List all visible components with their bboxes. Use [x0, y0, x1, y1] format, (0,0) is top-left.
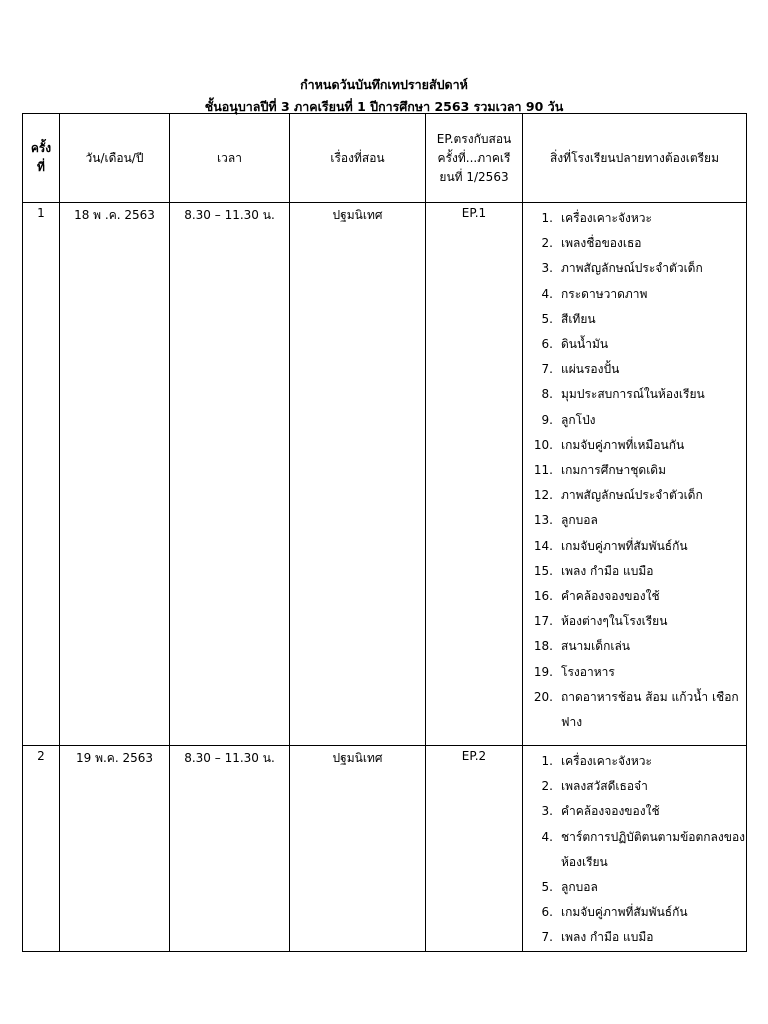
list-item-text: สนามเด็กเล่น [561, 639, 630, 654]
header-time: เวลา [170, 114, 290, 203]
list-item-text: แผ่นรองปั้น [561, 362, 620, 377]
list-item [529, 408, 746, 433]
row-ep: EP.1 [426, 203, 523, 746]
list-item-number: 16. [533, 589, 553, 604]
title-line-1: กำหนดวันบันทึกเทปรายสัปดาห์ [300, 77, 468, 92]
list-item [529, 925, 746, 950]
document-title [0, 74, 768, 118]
list-item-number: 14. [533, 538, 553, 553]
list-item-number: 7. [541, 362, 553, 377]
list-item-number: 20. [533, 689, 553, 704]
list-item-text: เกมจับคู่ภาพที่สัมพันธ์กัน [561, 905, 688, 920]
row-time: 8.30 – 11.30 น. [170, 203, 290, 746]
list-item [529, 483, 746, 508]
list-item [529, 307, 746, 332]
list-item-text: เพลงชื่อของเธอ [561, 236, 642, 251]
list-item [529, 749, 746, 774]
list-item-number: 6. [541, 905, 553, 920]
list-item [529, 206, 746, 231]
table-row [23, 746, 747, 952]
list-item-number: 6. [541, 337, 553, 352]
row-topic: ปฐมนิเทศ [290, 746, 426, 952]
list-item-text: เกมการศึกษาชุดเดิม [561, 463, 666, 478]
list-item-text: เพลงสวัสดีเธอจ๋า [561, 779, 648, 794]
list-item-number: 17. [533, 614, 553, 629]
header-topic: เรื่องที่สอน [290, 114, 426, 203]
row-date: 19 พ.ค. 2563 [60, 746, 170, 952]
list-item-number: 5. [541, 880, 553, 895]
list-item-number: 1. [541, 754, 553, 768]
list-item [529, 282, 746, 307]
list-item [529, 634, 746, 659]
list-item-text: ลูกโป่ง [561, 412, 596, 427]
list-item-text: คำคล้องจองของใช้ [561, 804, 660, 819]
list-item-text: ภาพสัญลักษณ์ประจำตัวเด็ก [561, 261, 703, 276]
schedule-table [22, 113, 747, 952]
list-item-number: 19. [533, 664, 553, 679]
list-item-text: ภาพสัญลักษณ์ประจำตัวเด็ก [561, 488, 703, 503]
list-item [529, 534, 746, 559]
list-item-text: คำคล้องจองของใช้ [561, 589, 660, 604]
list-item [529, 559, 746, 584]
list-item-text: เกมจับคู่ภาพที่สัมพันธ์กัน [561, 538, 688, 553]
list-item-number: 18. [533, 639, 553, 654]
list-item-number: 8. [541, 387, 553, 402]
list-item-text: ดินน้ำมัน [561, 337, 609, 352]
list-item [529, 256, 746, 281]
list-item [529, 875, 746, 900]
list-item-number: 12. [533, 488, 553, 503]
list-item-number: 5. [541, 311, 553, 326]
row-prep-list [523, 746, 747, 952]
list-item-number: 2. [541, 779, 553, 794]
list-item-number: 7. [541, 930, 553, 945]
list-item [529, 508, 746, 533]
list-item [529, 332, 746, 357]
list-item-text: มุมประสบการณ์ในห้องเรียน [561, 387, 705, 402]
list-item [529, 685, 746, 735]
list-item [529, 458, 746, 483]
list-item-text: เพลง กำมือ แบมือ [561, 930, 654, 945]
list-item-text: เกมจับคู่ภาพที่เหมือนกัน [561, 437, 685, 452]
header-date: วัน/เดือน/ปี [60, 114, 170, 203]
table-row [23, 203, 747, 746]
list-item-text: ชาร์ตการปฏิบัติตนตามข้อตกลงของห้องเรียน [561, 829, 746, 869]
header-no: ครั้งที่ [23, 114, 60, 203]
title-line-2: ชั้นอนุบาลปีที่ 3 ภาคเรียนที่ 1 ปีการศึกษา 2563 รวมเวลา 90 วัน [204, 99, 564, 114]
list-item [529, 825, 746, 875]
row-prep-list [523, 203, 747, 746]
list-item-number: 4. [541, 286, 553, 301]
list-item-number: 4. [541, 829, 553, 844]
row-ep: EP.2 [426, 746, 523, 952]
list-item-number: 3. [541, 804, 553, 819]
list-item-number: 1. [541, 211, 553, 225]
list-item [529, 357, 746, 382]
list-item-number: 11. [533, 463, 553, 478]
list-item [529, 584, 746, 609]
list-item-text: เครื่องเคาะจังหวะ [561, 754, 652, 768]
list-item-text: สีเทียน [561, 311, 596, 326]
list-item-number: 9. [541, 412, 553, 427]
row-time: 8.30 – 11.30 น. [170, 746, 290, 952]
list-item [529, 382, 746, 407]
list-item [529, 660, 746, 685]
list-item [529, 231, 746, 256]
list-item [529, 609, 746, 634]
list-item-text: ลูกบอล [561, 880, 598, 895]
header-ep: EP.ตรงกับสอนครั้งที่...ภาคเรียนที่ 1/2563 [426, 114, 523, 203]
list-item-text: เครื่องเคาะจังหวะ [561, 211, 652, 225]
list-item-text: ห้องต่างๆในโรงเรียน [561, 614, 668, 629]
row-no: 1 [23, 203, 60, 746]
list-item-number: 13. [533, 513, 553, 528]
list-item-text: ลูกบอล [561, 513, 598, 528]
list-item-number: 15. [533, 563, 553, 578]
list-item-text: โรงอาหาร [561, 664, 615, 679]
list-item-text: ถาดอาหารช้อน ส้อม แก้วน้ำ เชือกฟาง [561, 689, 739, 730]
list-item-number: 2. [541, 236, 553, 251]
list-item-text: เพลง กำมือ แบมือ [561, 563, 654, 578]
row-no: 2 [23, 746, 60, 952]
prep-list [523, 746, 746, 951]
list-item-text: กระดาษวาดภาพ [561, 286, 648, 301]
row-topic: ปฐมนิเทศ [290, 203, 426, 746]
header-row [23, 114, 747, 203]
list-item [529, 799, 746, 824]
list-item-number: 10. [533, 437, 553, 452]
list-item [529, 433, 746, 458]
list-item [529, 774, 746, 799]
list-item [529, 900, 746, 925]
row-date: 18 พ .ค. 2563 [60, 203, 170, 746]
prep-list [523, 203, 746, 735]
header-prep: สิ่งที่โรงเรียนปลายทางต้องเตรียม [523, 114, 747, 203]
list-item-number: 3. [541, 261, 553, 276]
